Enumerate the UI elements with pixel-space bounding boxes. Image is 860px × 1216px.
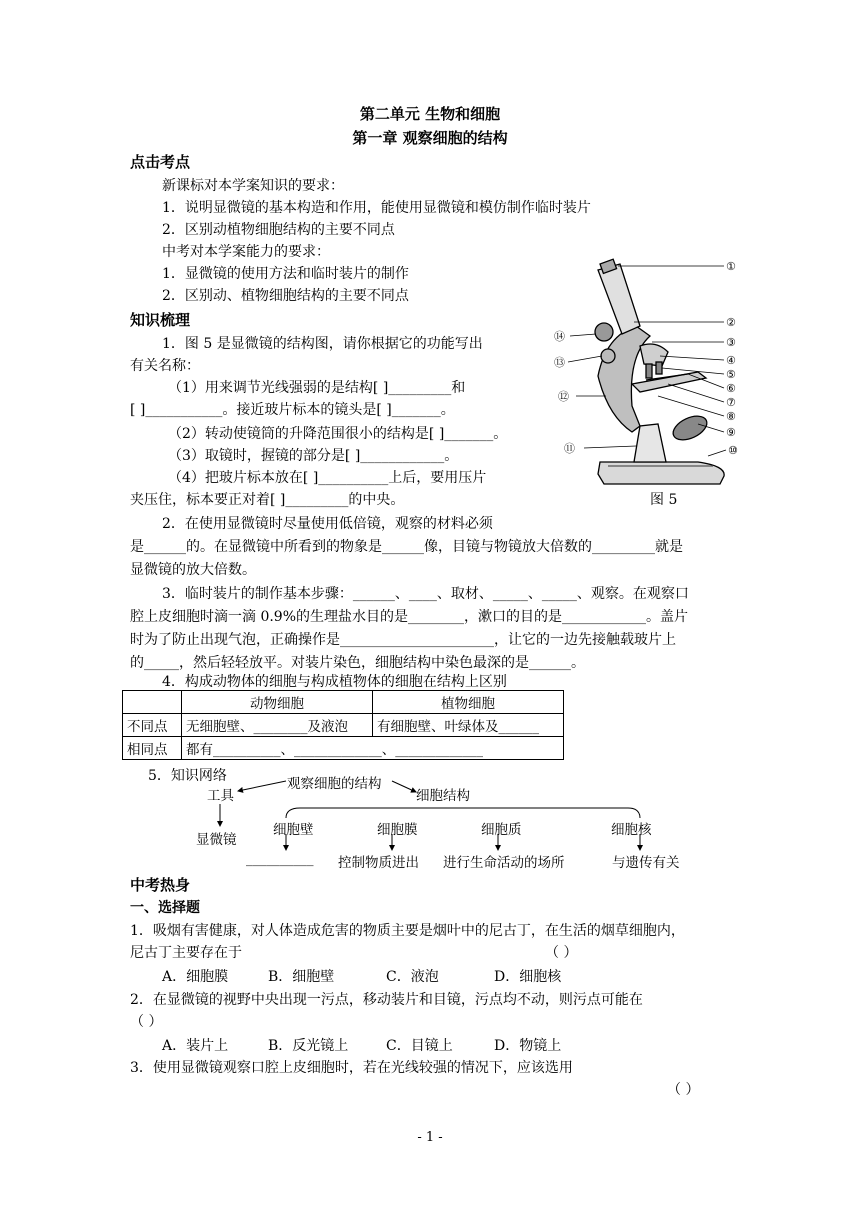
section-heading: 点击考点 bbox=[130, 153, 191, 171]
text-line: 3．临时装片的制作基本步骤：______、____、取材、_____、_____、观察。在观察口 bbox=[162, 586, 689, 602]
text-line: [ ]___________。接近玻片标本的镜头是[ ]_______。 bbox=[130, 402, 455, 418]
network-tool: 工具 bbox=[207, 788, 234, 804]
question-text: 3．使用显微镜观察口腔上皮细胞时，若在光线较强的情况下，应该选用 bbox=[130, 1060, 573, 1076]
network-root: 观察细胞的结构 bbox=[287, 776, 382, 792]
question-text: 尼古丁主要存在于 bbox=[130, 945, 242, 961]
network-function: 与遗传有关 bbox=[612, 855, 680, 871]
option: D．物镜上 bbox=[494, 1038, 562, 1054]
option: B．反光镜上 bbox=[268, 1038, 349, 1054]
text-line: 4．构成动物体的细胞与构成植物体的细胞在结构上区别 bbox=[162, 674, 507, 690]
text-line: （1）用来调节光线强弱的是结构[ ]_________和 bbox=[168, 380, 466, 396]
figure-label: ⑥ bbox=[726, 382, 736, 395]
text-line: 是______的。在显微镜中所看到的物象是______像，目镜与物镜放大倍数的_________就是 bbox=[130, 539, 683, 555]
option: B．细胞壁 bbox=[268, 969, 335, 985]
figure-label: ③ bbox=[726, 336, 736, 349]
network-microscope: 显微镜 bbox=[196, 832, 237, 848]
figure-caption: 图 5 bbox=[650, 492, 678, 508]
text-line: 5．知识网络 bbox=[148, 768, 227, 784]
text-line: 1．说明显微镜的基本构造和作用，能使用显微镜和模仿制作临时装片 bbox=[162, 200, 591, 216]
text-line: 的_____，然后轻轻放平。对装片染色，细胞结构中染色最深的是______。 bbox=[130, 655, 585, 671]
subheading: 一、选择题 bbox=[130, 900, 200, 916]
figure-label: ⑩ bbox=[728, 444, 738, 457]
text-line: （2）转动使镜筒的升降范围很小的结构是[ ]_______。 bbox=[168, 426, 508, 442]
text-line: 2．区别动植物细胞结构的主要不同点 bbox=[162, 222, 395, 238]
network-structure: 细胞结构 bbox=[416, 788, 470, 804]
text-line: 显微镜的放大倍数。 bbox=[130, 562, 256, 578]
answer-bracket: （ ） bbox=[545, 945, 578, 961]
text-line: 中考对本学案能力的要求： bbox=[162, 244, 330, 260]
page-number: - 1 - bbox=[417, 1130, 443, 1145]
table-cell: 有细胞壁、叶绿体及______ bbox=[373, 714, 564, 737]
figure-label: ⑨ bbox=[726, 426, 736, 439]
network-function: 控制物质进出 bbox=[338, 855, 419, 871]
text-line: 1．显微镜的使用方法和临时装片的制作 bbox=[162, 266, 409, 282]
text-line: 夹压住，标本要正对着[ ]_________的中央。 bbox=[130, 492, 405, 508]
table-cell: 植物细胞 bbox=[373, 691, 564, 714]
text-line: 时为了防止出现气泡，正确操作是______________________，让它的一边先接触载玻片上 bbox=[130, 632, 676, 648]
section-heading: 中考热身 bbox=[130, 876, 191, 894]
chapter-title: 第一章 观察细胞的结构 bbox=[352, 129, 508, 147]
table-cell: 相同点 bbox=[123, 737, 182, 760]
text-line: 1．图 5 是显微镜的结构图，请你根据它的功能写出 bbox=[162, 336, 483, 352]
option: D．细胞核 bbox=[494, 969, 562, 985]
figure-label: ⑬ bbox=[554, 356, 565, 369]
network-function: __________ bbox=[246, 851, 314, 867]
figure-label: ② bbox=[726, 316, 736, 329]
option: C．液泡 bbox=[386, 969, 439, 985]
table-cell: 动物细胞 bbox=[182, 691, 373, 714]
figure-label: ⑦ bbox=[726, 396, 736, 409]
table-cell: 无细胞壁、________及液泡 bbox=[182, 714, 373, 737]
option: C．目镜上 bbox=[386, 1038, 453, 1054]
figure-label: ⑪ bbox=[564, 442, 575, 455]
network-part: 细胞质 bbox=[481, 822, 522, 838]
network-part: 细胞膜 bbox=[377, 822, 418, 838]
option: A．细胞膜 bbox=[162, 969, 229, 985]
table-cell: 不同点 bbox=[123, 714, 182, 737]
text-line: （4）把玻片标本放在[ ]__________上后，要用压片 bbox=[168, 470, 487, 486]
text-line: 2．区别动、植物细胞结构的主要不同点 bbox=[162, 288, 409, 304]
figure-label: ④ bbox=[726, 354, 736, 367]
answer-bracket: （ ） bbox=[130, 1014, 163, 1030]
figure-label: ⑤ bbox=[726, 368, 736, 381]
text-line: 2．在使用显微镜时尽量使用低倍镜，观察的材料必须 bbox=[162, 516, 493, 532]
table-cell: 都有__________、_____________、_____________ bbox=[182, 737, 564, 760]
question-text: 2．在显微镜的视野中央出现一污点，移动装片和目镜，污点均不动，则污点可能在 bbox=[130, 992, 643, 1008]
option: A．装片上 bbox=[162, 1038, 229, 1054]
figure-label: ⑧ bbox=[726, 410, 736, 423]
text-line: 新课标对本学案知识的要求： bbox=[162, 178, 344, 194]
figure-label: ⑫ bbox=[558, 390, 569, 403]
network-function: 进行生命活动的场所 bbox=[443, 855, 565, 871]
section-heading: 知识梳理 bbox=[130, 311, 191, 329]
figure-label: ① bbox=[726, 260, 736, 273]
answer-bracket: （ ） bbox=[667, 1082, 700, 1098]
question-text: 1．吸烟有害健康，对人体造成危害的物质主要是烟叶中的尼古丁，在生活的烟草细胞内， bbox=[130, 923, 685, 939]
network-part: 细胞核 bbox=[611, 822, 652, 838]
figure-label: ⑭ bbox=[554, 330, 565, 343]
text-line: 腔上皮细胞时滴一滴 0.9%的生理盐水目的是________，漱口的目的是____________。盖片 bbox=[130, 609, 689, 625]
text-line: 有关名称： bbox=[130, 358, 200, 374]
unit-title: 第二单元 生物和细胞 bbox=[359, 105, 501, 123]
text-line: （3）取镜时，握镜的部分是[ ]____________。 bbox=[168, 448, 459, 464]
network-part: 细胞壁 bbox=[273, 822, 314, 838]
